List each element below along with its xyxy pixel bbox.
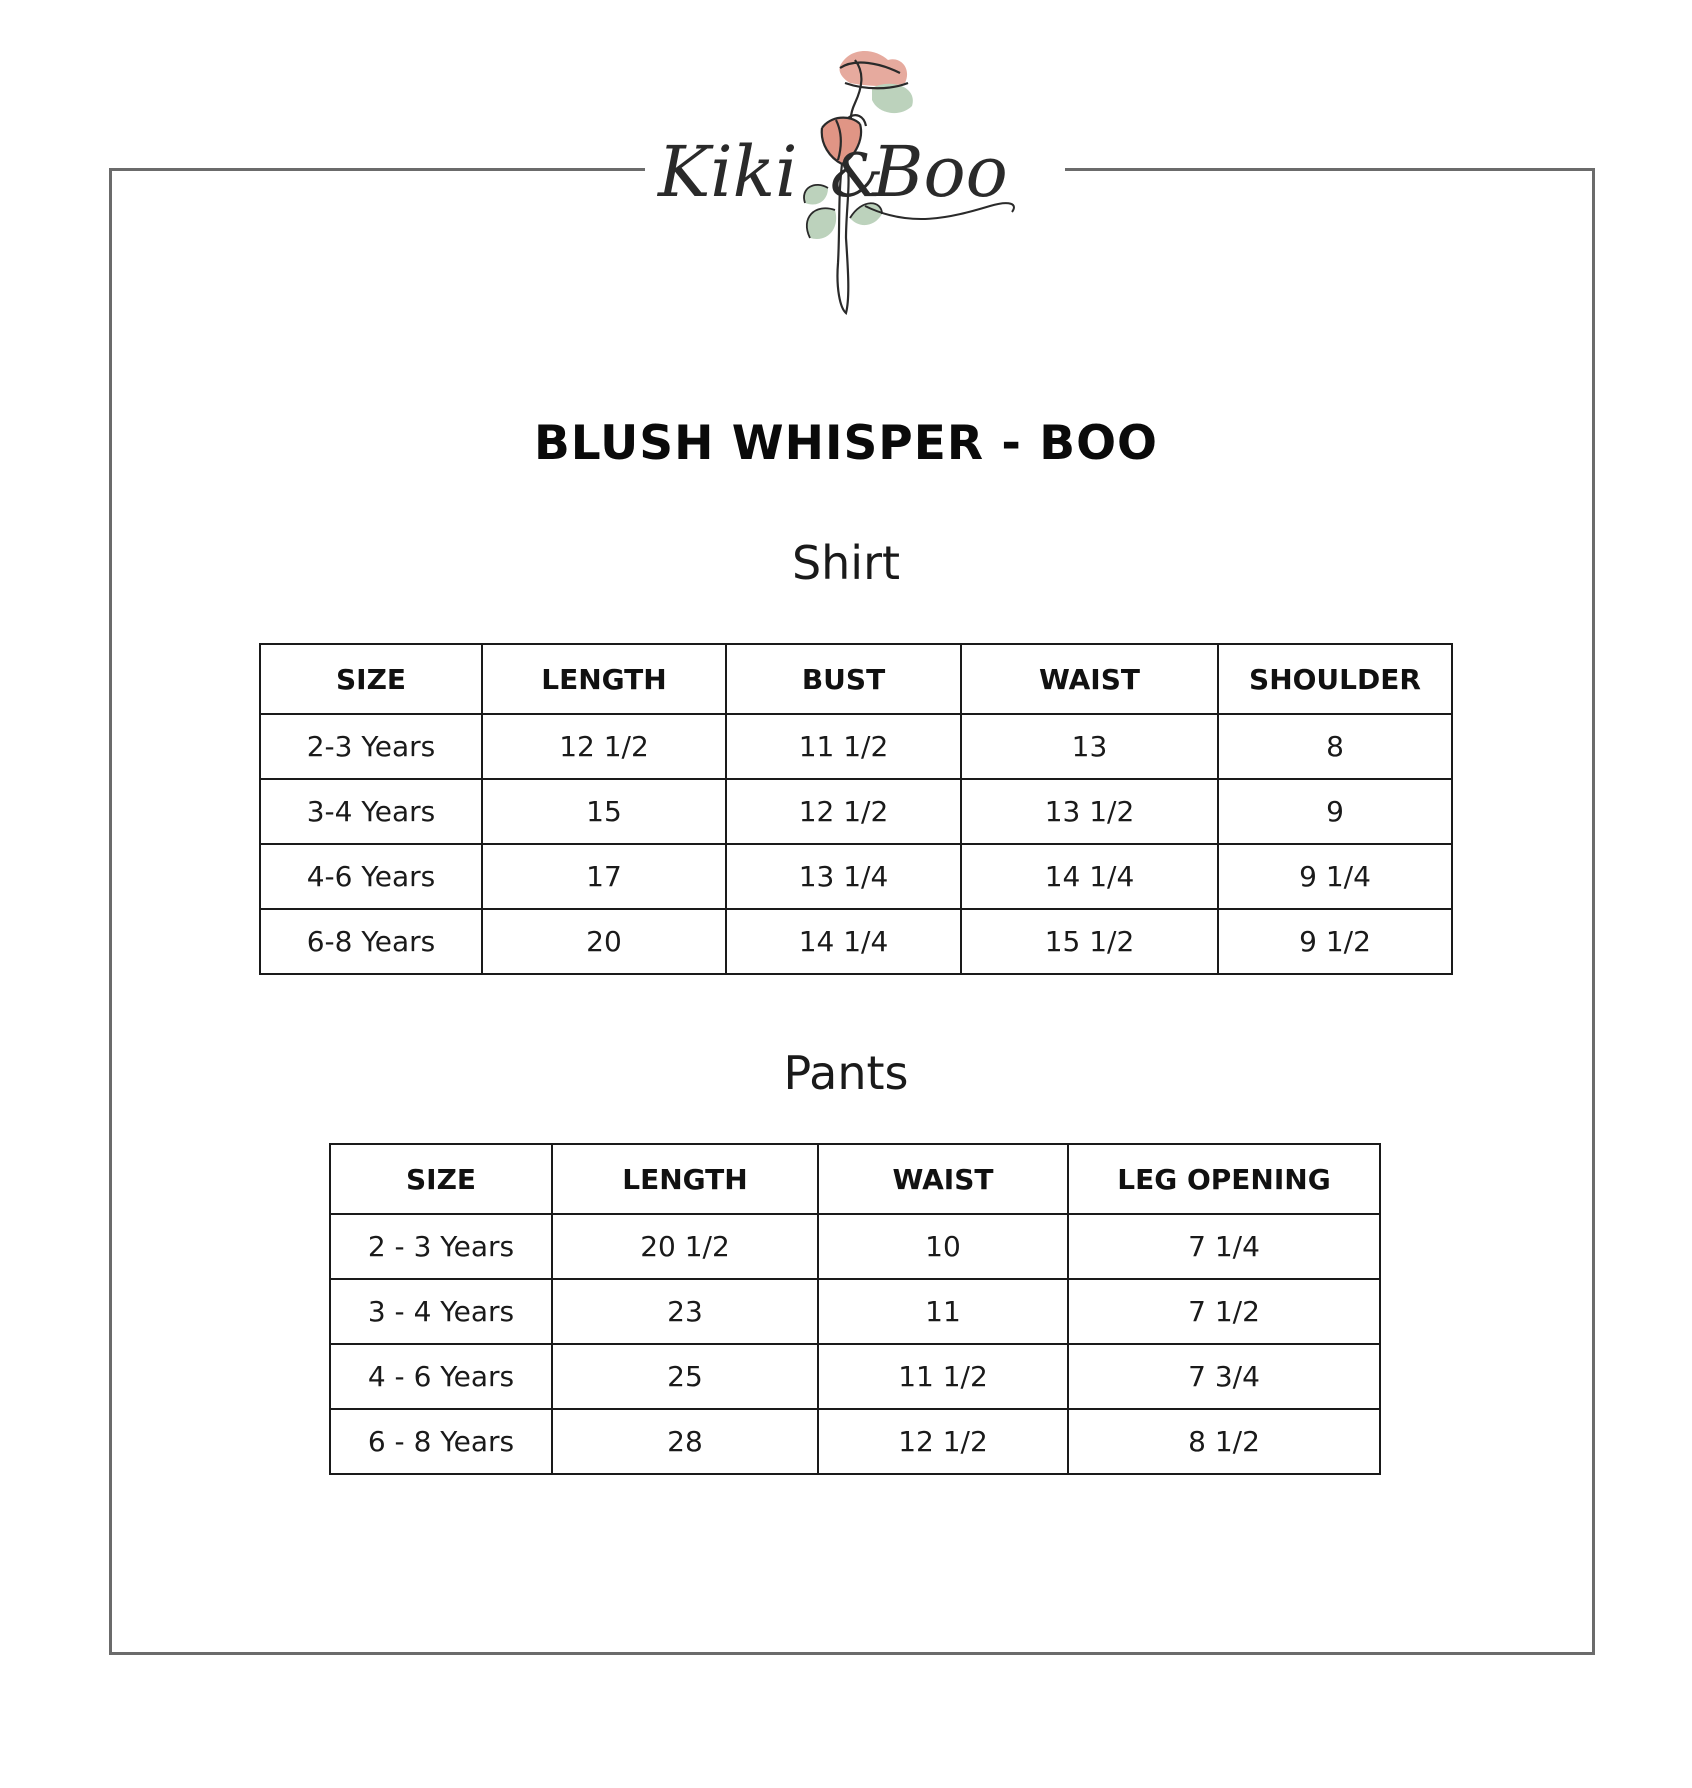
table-cell: 28 [552, 1409, 818, 1474]
table-cell: 6-8 Years [260, 909, 482, 974]
table-cell: 10 [818, 1214, 1068, 1279]
table-cell: 7 1/4 [1068, 1214, 1380, 1279]
logo-wordmark-boo: Boo [872, 131, 1008, 213]
table-row [330, 1214, 1380, 1279]
column-header-length: LENGTH [482, 644, 726, 714]
table-cell: 8 1/2 [1068, 1409, 1380, 1474]
table-cell: 15 [482, 779, 726, 844]
table-cell: 6 - 8 Years [330, 1409, 552, 1474]
table-cell: 7 1/2 [1068, 1279, 1380, 1344]
table-header-row [330, 1144, 1380, 1214]
table-cell: 3-4 Years [260, 779, 482, 844]
table-row [330, 1279, 1380, 1344]
table-cell: 13 1/4 [726, 844, 961, 909]
table-cell: 8 [1218, 714, 1452, 779]
shirt-size-table [259, 643, 1453, 975]
pants-size-table [329, 1143, 1381, 1475]
table-cell: 11 [818, 1279, 1068, 1344]
table-row [330, 1344, 1380, 1409]
table-row [260, 844, 1452, 909]
table-cell: 25 [552, 1344, 818, 1409]
table-cell: 13 [961, 714, 1218, 779]
table-cell: 12 1/2 [482, 714, 726, 779]
table-row [330, 1409, 1380, 1474]
document-title: BLUSH WHISPER - BOO [533, 416, 1159, 471]
table-cell: 12 1/2 [726, 779, 961, 844]
table-cell: 4 - 6 Years [330, 1344, 552, 1409]
table-cell: 11 1/2 [818, 1344, 1068, 1409]
table-cell: 20 [482, 909, 726, 974]
table-cell: 20 1/2 [552, 1214, 818, 1279]
table-cell: 15 1/2 [961, 909, 1218, 974]
table-cell: 14 1/4 [726, 909, 961, 974]
table-cell: 9 1/2 [1218, 909, 1452, 974]
pants-section-title: Pants [783, 1046, 909, 1100]
table-cell: 2 - 3 Years [330, 1214, 552, 1279]
table-cell: 17 [482, 844, 726, 909]
column-header-length: LENGTH [552, 1144, 818, 1214]
table-cell: 11 1/2 [726, 714, 961, 779]
column-header-waist: WAIST [961, 644, 1218, 714]
logo-top-blossom [839, 51, 907, 86]
table-cell: 14 1/4 [961, 844, 1218, 909]
table-cell: 4-6 Years [260, 844, 482, 909]
shirt-section-title: Shirt [791, 536, 901, 590]
table-cell: 3 - 4 Years [330, 1279, 552, 1344]
column-header-waist: WAIST [818, 1144, 1068, 1214]
table-cell: 23 [552, 1279, 818, 1344]
brand-logo [650, 28, 1050, 328]
column-header-bust: BUST [726, 644, 961, 714]
table-cell: 7 3/4 [1068, 1344, 1380, 1409]
table-row [260, 909, 1452, 974]
logo-wordmark-amp: & [830, 141, 884, 211]
column-header-leg-opening: LEG OPENING [1068, 1144, 1380, 1214]
table-cell: 9 [1218, 779, 1452, 844]
table-header-row [260, 644, 1452, 714]
logo-wordmark-kiki: Kiki [658, 131, 798, 213]
table-cell: 13 1/2 [961, 779, 1218, 844]
table-row [260, 779, 1452, 844]
table-cell: 2-3 Years [260, 714, 482, 779]
table-cell: 12 1/2 [818, 1409, 1068, 1474]
column-header-size: SIZE [330, 1144, 552, 1214]
column-header-size: SIZE [260, 644, 482, 714]
table-cell: 9 1/4 [1218, 844, 1452, 909]
table-row [260, 714, 1452, 779]
column-header-shoulder: SHOULDER [1218, 644, 1452, 714]
